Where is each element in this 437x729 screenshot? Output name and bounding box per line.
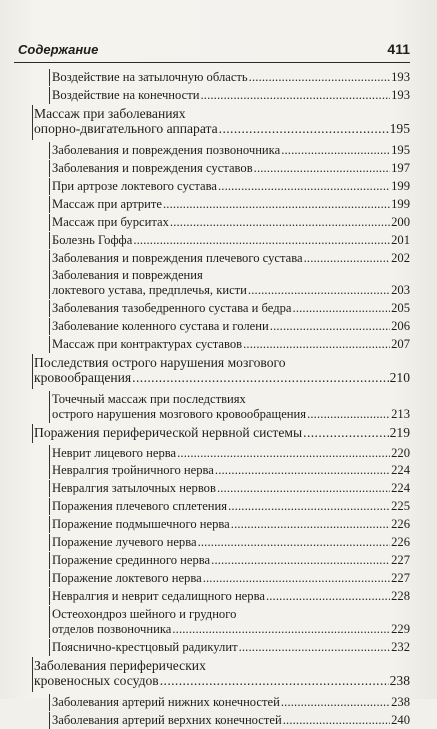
entry-title: Невралгия затылочных нервов <box>52 481 216 496</box>
entry-page-number: 203 <box>391 283 410 298</box>
entry-page-number: 225 <box>391 499 410 514</box>
dot-leader <box>303 425 388 440</box>
toc-entry <box>52 535 410 550</box>
entry-page-number: 193 <box>391 70 410 84</box>
toc-entry <box>52 392 410 422</box>
entry-frame <box>49 694 51 711</box>
dot-leader <box>198 535 391 550</box>
entry-page-number: 210 <box>389 370 410 386</box>
entry-page-number: 220 <box>391 445 410 460</box>
toc-entry <box>52 301 410 316</box>
dot-leader <box>243 337 390 352</box>
entry-frame <box>49 160 51 177</box>
entry-title: Поражение лучевого нерва <box>52 535 197 550</box>
entry-page-number: 238 <box>389 672 410 688</box>
toc-entry <box>52 233 410 248</box>
entry-title: кровеносных сосудов <box>34 672 159 688</box>
dot-leader <box>177 446 390 461</box>
entry-page-number: 224 <box>391 463 410 478</box>
dot-leader <box>266 589 390 604</box>
entry-frame <box>49 516 51 533</box>
entry-page-number: 197 <box>391 160 410 175</box>
toc-section <box>34 425 410 440</box>
entry-page-number: 224 <box>391 481 410 496</box>
dot-leader <box>218 179 390 194</box>
dot-leader <box>163 197 390 212</box>
entry-page-number: 206 <box>391 319 410 334</box>
entry-title: Массаж при бурситах <box>52 214 169 229</box>
entry-page-number: 193 <box>391 87 410 102</box>
toc-entry <box>52 607 410 637</box>
entry-title: Поражения периферической нервной системы <box>34 425 303 441</box>
page-number: 411 <box>387 41 410 57</box>
dot-leader <box>270 319 390 334</box>
entry-frame <box>49 445 51 462</box>
entry-title-line1: Последствия острого нарушения мозгового <box>34 355 286 371</box>
entry-page-number: 195 <box>391 142 410 157</box>
entry-title: Воздействие на конечности <box>52 87 200 102</box>
dot-leader <box>132 370 388 385</box>
entry-title-line1: Остеохондроз шейного и грудного <box>52 607 237 622</box>
entry-frame <box>49 534 51 551</box>
entry-frame <box>49 588 51 605</box>
entry-title: Массаж при артрите <box>52 196 162 211</box>
entry-page-number: 205 <box>391 301 410 316</box>
dot-leader <box>283 713 390 728</box>
toc-section <box>34 106 410 136</box>
toc-entry <box>52 268 410 298</box>
entry-frame <box>49 570 51 587</box>
toc-entry <box>52 463 410 478</box>
dot-leader <box>172 622 390 637</box>
section-frame <box>32 657 34 692</box>
dot-leader <box>254 161 390 176</box>
entry-frame <box>49 267 51 299</box>
entry-title: Заболевания артерий верхних конечностей <box>52 712 282 727</box>
entry-page-number: 228 <box>391 589 410 604</box>
entry-frame <box>49 606 51 638</box>
dot-leader <box>281 695 390 710</box>
dot-leader <box>304 251 391 266</box>
toc-entry <box>52 713 410 728</box>
entry-title: Невралгия и неврит седалищного нерва <box>52 589 265 604</box>
toc-entry <box>52 695 410 710</box>
entry-title: Неврит лицевого нерва <box>52 445 177 460</box>
entry-title: Заболевания тазобедренного сустава и бедра <box>52 301 292 316</box>
entry-frame <box>49 142 51 159</box>
entry-title: Заболевания и повреждения плечевого сустава <box>52 250 303 265</box>
dot-leader <box>217 481 390 496</box>
toc-entry <box>52 197 410 212</box>
toc-entry <box>52 215 410 230</box>
toc-entry <box>52 553 410 568</box>
entry-title: Поражения плечевого сплетения <box>52 499 228 514</box>
entry-page-number: 227 <box>391 571 410 586</box>
toc-entry <box>52 179 410 194</box>
entry-frame <box>49 318 51 335</box>
entry-page-number: 240 <box>391 712 410 727</box>
entry-title-line1: Массаж при заболеваниях <box>34 105 186 121</box>
entry-page-number: 238 <box>391 694 410 709</box>
toc-entry <box>52 251 410 266</box>
entry-title: Массаж при контрактурах суставов <box>52 337 243 352</box>
section-frame <box>32 424 34 443</box>
toc-entry <box>52 571 410 586</box>
dot-leader <box>248 283 390 298</box>
entry-page-number: 199 <box>391 178 410 193</box>
entry-title: Заболевания и повреждения позвоночника <box>52 142 281 157</box>
dot-leader <box>215 463 390 478</box>
entry-title: острого нарушения мозгового кровообращения <box>52 407 307 422</box>
dot-leader <box>200 88 390 103</box>
entry-page-number: 229 <box>391 622 410 637</box>
toc-entry <box>52 161 410 176</box>
entry-title: локтевого устава, предплечья, кисти <box>52 283 247 298</box>
entry-title: опорно-двигательного аппарата <box>34 120 218 136</box>
toc-entry <box>52 70 410 85</box>
dot-leader <box>203 571 390 586</box>
toc-entry <box>52 640 410 655</box>
entry-page-number: 219 <box>389 425 410 441</box>
entry-frame <box>49 178 51 195</box>
entry-title: Заболевания и повреждения суставов <box>52 160 253 175</box>
dot-leader <box>231 517 390 532</box>
entry-title: Воздействие на затылочную область <box>52 70 248 84</box>
entry-page-number: 232 <box>391 640 410 654</box>
entry-frame <box>49 336 51 353</box>
toc-entry <box>52 499 410 514</box>
entry-frame <box>49 462 51 479</box>
entry-page-number: 200 <box>391 214 410 229</box>
dot-leader <box>211 553 390 568</box>
entry-page-number: 226 <box>391 535 410 550</box>
toc-entry <box>52 481 410 496</box>
dot-leader <box>281 143 390 158</box>
entry-title: Пояснично-крестцовый радикулит <box>52 640 238 654</box>
toc-entry <box>52 517 410 532</box>
entry-title: Поражение срединного нерва <box>52 553 211 568</box>
entry-page-number: 207 <box>391 337 410 352</box>
entry-title-line1: Точечный массаж при последствиях <box>52 392 246 407</box>
toc-entry <box>52 589 410 604</box>
toc-entry <box>52 337 410 352</box>
toc-entry <box>52 88 410 103</box>
entry-frame <box>49 480 51 497</box>
entry-title-line1: Заболевания периферических <box>34 657 206 673</box>
entry-title: кровообращения <box>34 370 132 386</box>
toc-entry <box>52 319 410 334</box>
dot-leader <box>239 640 391 655</box>
entry-frame <box>49 69 51 86</box>
entry-page-number: 227 <box>391 553 410 568</box>
entry-page-number: 199 <box>391 196 410 211</box>
dot-leader <box>133 233 390 248</box>
entry-frame <box>49 214 51 231</box>
entry-frame <box>49 196 51 213</box>
entry-frame <box>49 391 51 423</box>
entry-frame <box>49 300 51 317</box>
section-frame <box>32 105 34 140</box>
toc-section <box>34 355 410 385</box>
entry-frame <box>49 552 51 569</box>
entry-frame <box>49 712 51 729</box>
entry-frame <box>49 250 51 267</box>
section-title: Содержание <box>18 42 99 57</box>
dot-leader <box>160 673 389 688</box>
toc-entry <box>52 143 410 158</box>
entry-frame <box>49 232 51 249</box>
entry-title: Поражение подмышечного нерва <box>52 517 230 532</box>
entry-page-number: 213 <box>391 407 410 422</box>
entry-title: Заболевания артерий нижних конечностей <box>52 694 280 709</box>
entry-title: Поражение локтевого нерва <box>52 571 202 586</box>
dot-leader <box>228 499 390 514</box>
toc-entry <box>52 446 410 461</box>
entry-page-number: 226 <box>391 517 410 532</box>
entry-title: Болезнь Гоффа <box>52 232 133 247</box>
entry-title: отделов позвоночника <box>52 622 172 637</box>
toc-section <box>34 658 410 688</box>
dot-leader <box>219 121 389 136</box>
entry-page-number: 195 <box>389 120 410 136</box>
dot-leader <box>249 70 390 85</box>
entry-title-line1: Заболевания и повреждения <box>52 268 203 283</box>
entry-title: Невралгия тройничного нерва <box>52 463 214 478</box>
entry-page-number: 201 <box>391 232 410 247</box>
entry-frame <box>49 87 51 104</box>
entry-page-number: 202 <box>391 250 410 265</box>
entry-title: Заболевание коленного сустава и голени <box>52 319 269 334</box>
dot-leader <box>293 301 391 316</box>
dot-leader <box>307 407 390 422</box>
dot-leader <box>170 215 390 230</box>
section-frame <box>32 354 34 389</box>
entry-title: При артрозе локтевого сустава <box>52 178 217 193</box>
entry-frame <box>49 639 51 656</box>
entry-frame <box>49 498 51 515</box>
